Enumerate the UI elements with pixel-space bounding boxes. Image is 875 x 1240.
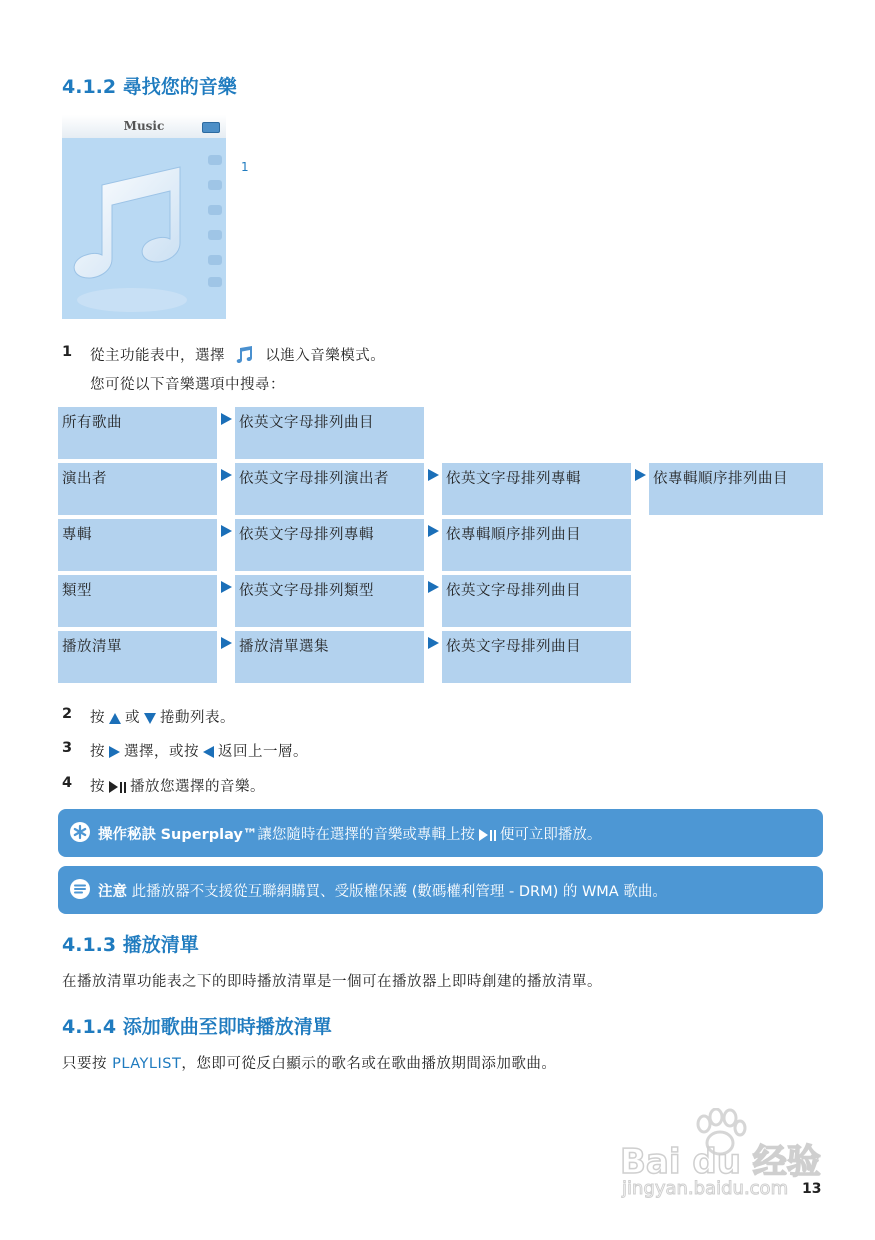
right-arrow-icon [109, 746, 120, 758]
note-lines-icon [70, 879, 90, 899]
table-cell: 依專輯順序排列曲目 [649, 463, 823, 515]
play-pause-icon [479, 827, 496, 843]
table-cell: 依英文字母排列演出者 [235, 463, 424, 515]
side-menu-icon [208, 277, 222, 287]
step-1-text [90, 344, 385, 365]
arrow-right-icon [221, 469, 232, 481]
paragraph-text: ，您即可從反白顯示的歌名或在歌曲播放期間添加歌曲。 [181, 1056, 557, 1072]
note-icon [70, 879, 90, 899]
table-cell: 依英文字母排列曲目 [442, 631, 631, 683]
side-menu-icon [208, 180, 222, 190]
music-note-icon [62, 115, 226, 319]
music-icon [235, 345, 255, 363]
table-cell: 依英文字母排列專輯 [442, 463, 631, 515]
table-cell: 演出者 [58, 463, 217, 515]
step-text: 選擇，或按 [124, 744, 199, 760]
table-cell: 播放清單 [58, 631, 217, 683]
side-menu-icon [208, 155, 222, 165]
watermark-url: jingyan.baidu.com [622, 1178, 789, 1199]
step-4-text [90, 775, 265, 796]
tip-text [98, 823, 601, 844]
step-number: 3 [62, 740, 73, 756]
arrow-right-icon [221, 637, 232, 649]
watermark-brand: Bai du 经验 [620, 1142, 821, 1182]
tip-box [58, 809, 823, 857]
tip-body: 讓您隨時在選擇的音樂或專輯上按 [257, 827, 475, 843]
note-label: 注意 [98, 884, 127, 900]
side-menu-icon [208, 230, 222, 240]
step-number: 4 [62, 775, 73, 791]
callout-number: 1 [241, 160, 249, 174]
left-arrow-icon [203, 746, 214, 758]
step-text: 播放您選擇的音樂。 [130, 779, 265, 795]
page-number: 13 [802, 1181, 822, 1197]
paragraph-text: 只要按 [62, 1056, 107, 1072]
step-number: 1 [62, 344, 73, 360]
down-arrow-icon [144, 713, 156, 724]
up-arrow-icon [109, 713, 121, 724]
arrow-right-icon [221, 413, 232, 425]
step-text: 捲動列表。 [160, 710, 235, 726]
step-number: 2 [62, 706, 73, 722]
tip-label: 操作秘訣 [98, 827, 156, 843]
tip-brand: Superplay™ [160, 827, 258, 843]
step-text: 返回上一層。 [218, 744, 308, 760]
step-text: 按 [90, 744, 105, 760]
play-pause-icon [109, 779, 126, 795]
table-cell: 依專輯順序排列曲目 [442, 519, 631, 571]
step-text: 按 [90, 710, 105, 726]
table-cell: 依英文字母排列曲目 [235, 407, 424, 459]
step-text: 或 [125, 710, 140, 726]
tip-body: 便可立即播放。 [499, 827, 602, 843]
table-cell: 播放清單選集 [235, 631, 424, 683]
step-text: 從主功能表中，選擇 [90, 348, 225, 364]
side-menu-icon [208, 205, 222, 215]
arrow-right-icon [221, 525, 232, 537]
arrow-right-icon [428, 525, 439, 537]
step-1-subtext: 您可從以下音樂選項中搜尋： [90, 377, 285, 393]
note-body: 此播放器不支援從互聯網購買、受版權保護 (數碼權利管理 - DRM) 的 WMA 歌曲。 [131, 884, 667, 900]
step-2-text [90, 706, 235, 727]
device-screenshot [62, 115, 226, 319]
table-cell: 依英文字母排列曲目 [442, 575, 631, 627]
step-text: 以進入音樂模式。 [265, 348, 386, 364]
table-cell: 依英文字母排列專輯 [235, 519, 424, 571]
arrow-right-icon [428, 469, 439, 481]
section-heading-4-1-2: 4.1.2 尋找您的音樂 [62, 76, 237, 98]
section-heading-4-1-4: 4.1.4 添加歌曲至即時播放清單 [62, 1016, 332, 1038]
side-menu-icon [208, 255, 222, 265]
tip-icon [70, 822, 90, 842]
baidu-watermark [620, 1108, 830, 1208]
section-heading-4-1-3: 4.1.3 播放清單 [62, 934, 199, 956]
table-cell: 專輯 [58, 519, 217, 571]
note-text [98, 880, 667, 901]
table-cell: 類型 [58, 575, 217, 627]
arrow-right-icon [428, 581, 439, 593]
arrow-right-icon [221, 581, 232, 593]
playlist-key: PLAYLIST [112, 1056, 182, 1072]
arrow-right-icon [635, 469, 646, 481]
step-text: 按 [90, 779, 105, 795]
section-4-1-3-text: 在播放清單功能表之下的即時播放清單是一個可在播放器上即時創建的播放清單。 [62, 974, 602, 990]
step-3-text [90, 740, 308, 761]
table-cell: 依英文字母排列類型 [235, 575, 424, 627]
note-box [58, 866, 823, 914]
table-cell: 所有歌曲 [58, 407, 217, 459]
device-title: Music [123, 119, 165, 133]
section-4-1-4-text [62, 1052, 556, 1073]
asterisk-icon [70, 822, 90, 842]
arrow-right-icon [428, 637, 439, 649]
